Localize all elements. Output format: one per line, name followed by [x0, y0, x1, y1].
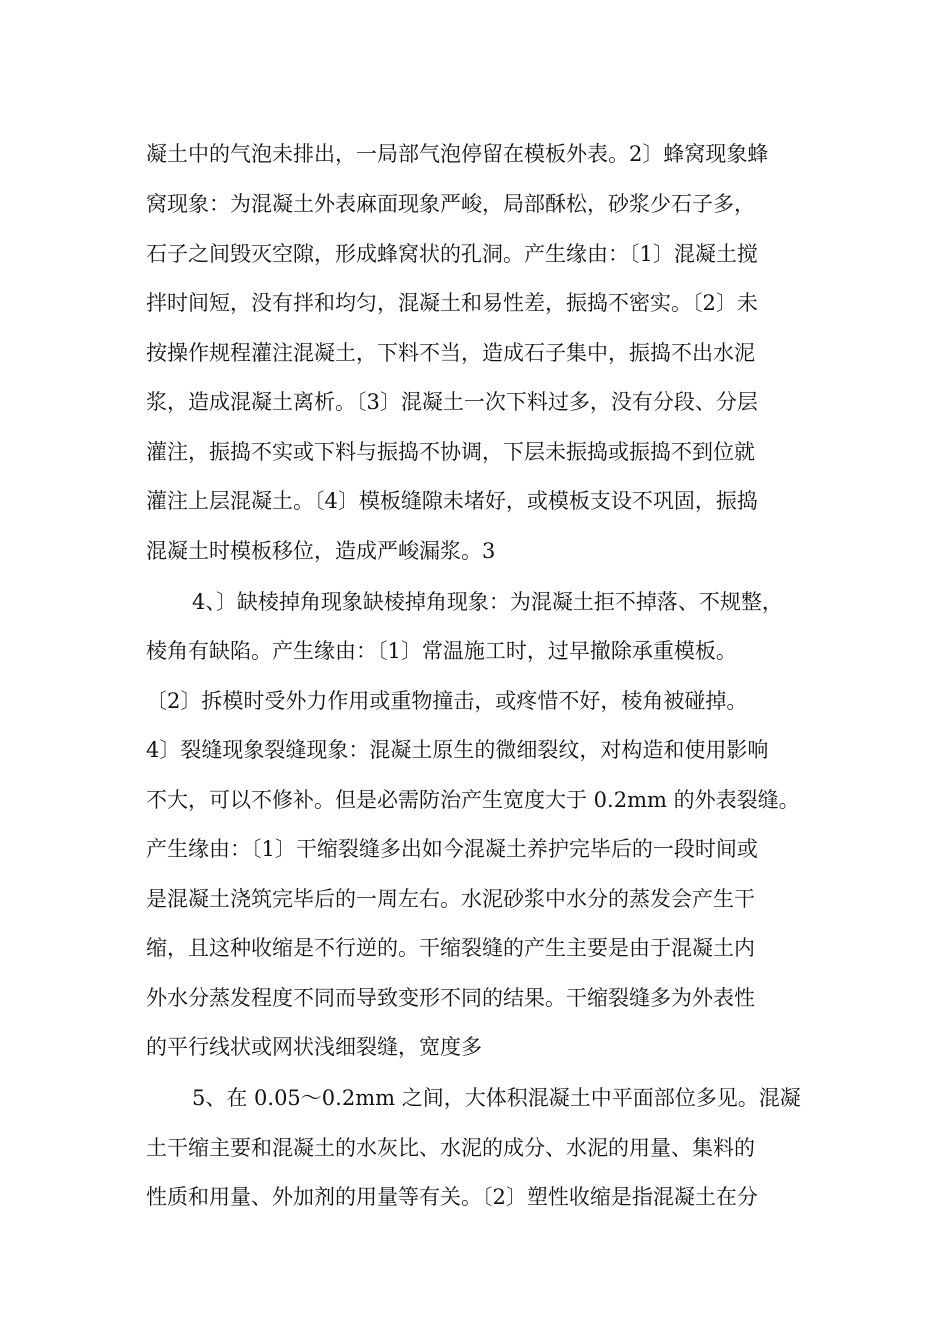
text-line: 窝现象：为混凝土外表麻面现象严峻，局部酥松，砂浆少石子多，	[146, 192, 755, 216]
text-line: 是混凝土浇筑完毕后的一周左右。水泥砂浆中水分的蒸发会产生干	[146, 887, 755, 911]
text-line: 外水分蒸发程度不同而导致变形不同的结果。干缩裂缝多为外表性	[146, 986, 755, 1010]
text-line: 产生缘由：〔1〕干缩裂缝多出如今混凝土养护完毕后的一段时间或	[146, 837, 758, 861]
text-line: 按操作规程灌注混凝土，下料不当，造成石子集中，振捣不出水泥	[146, 341, 755, 365]
text-line: 灌注，振捣不实或下料与振捣不协调，下层未振捣或振捣不到位就	[146, 440, 755, 464]
text-line: 4〕裂缝现象裂缝现象：混凝土原生的微细裂纹，对构造和使用影响	[146, 738, 769, 762]
text-line: 石子之间毁灭空隙，形成蜂窝状的孔洞。产生缘由：〔1〕混凝土搅	[146, 242, 758, 266]
text-line: 灌注上层混凝土。〔4〕模板缝隙未堵好，或模板支设不巩固，振捣	[146, 489, 758, 513]
text-line: 混凝土时模板移位，造成严峻漏浆。3	[146, 539, 496, 563]
text-line: 拌时间短，没有拌和均匀，混凝土和易性差，振捣不密实。〔2〕未	[146, 291, 758, 315]
text-line: 缩，且这种收缩是不行逆的。干缩裂缝的产生主要是由于混凝土内	[146, 936, 755, 960]
text-line: 土干缩主要和混凝土的水灰比、水泥的成分、水泥的用量、集料的	[146, 1136, 755, 1160]
text-line: 棱角有缺陷。产生缘由：〔1〕常温施工时，过早撤除承重模板。	[146, 639, 737, 663]
text-line: 的平行线状或网状浅细裂缝，宽度多	[146, 1035, 482, 1059]
text-line: 凝土中的气泡未排出，一局部气泡停留在模板外表。2〕蜂窝现象蜂	[146, 142, 769, 166]
paragraph-first-line: 4、〕缺棱掉角现象缺棱掉角现象：为混凝土拒不掉落、不规整，	[192, 590, 783, 614]
text-line: 浆，造成混凝土离析。〔3〕混凝土一次下料过多，没有分段、分层	[146, 390, 758, 414]
text-line: 性质和用量、外加剂的用量等有关。〔2〕塑性收缩是指混凝土在分	[146, 1185, 758, 1209]
paragraph-first-line: 5、在 0.05～0.2mm 之间，大体积混凝土中平面部位多见。混凝	[192, 1086, 801, 1110]
text-line: 不大，可以不修补。但是必需防治产生宽度大于 0.2mm 的外表裂缝。	[146, 788, 800, 812]
text-line: 〔2〕拆模时受外力作用或重物撞击，或疼惜不好，棱角被碰掉。	[146, 689, 748, 713]
